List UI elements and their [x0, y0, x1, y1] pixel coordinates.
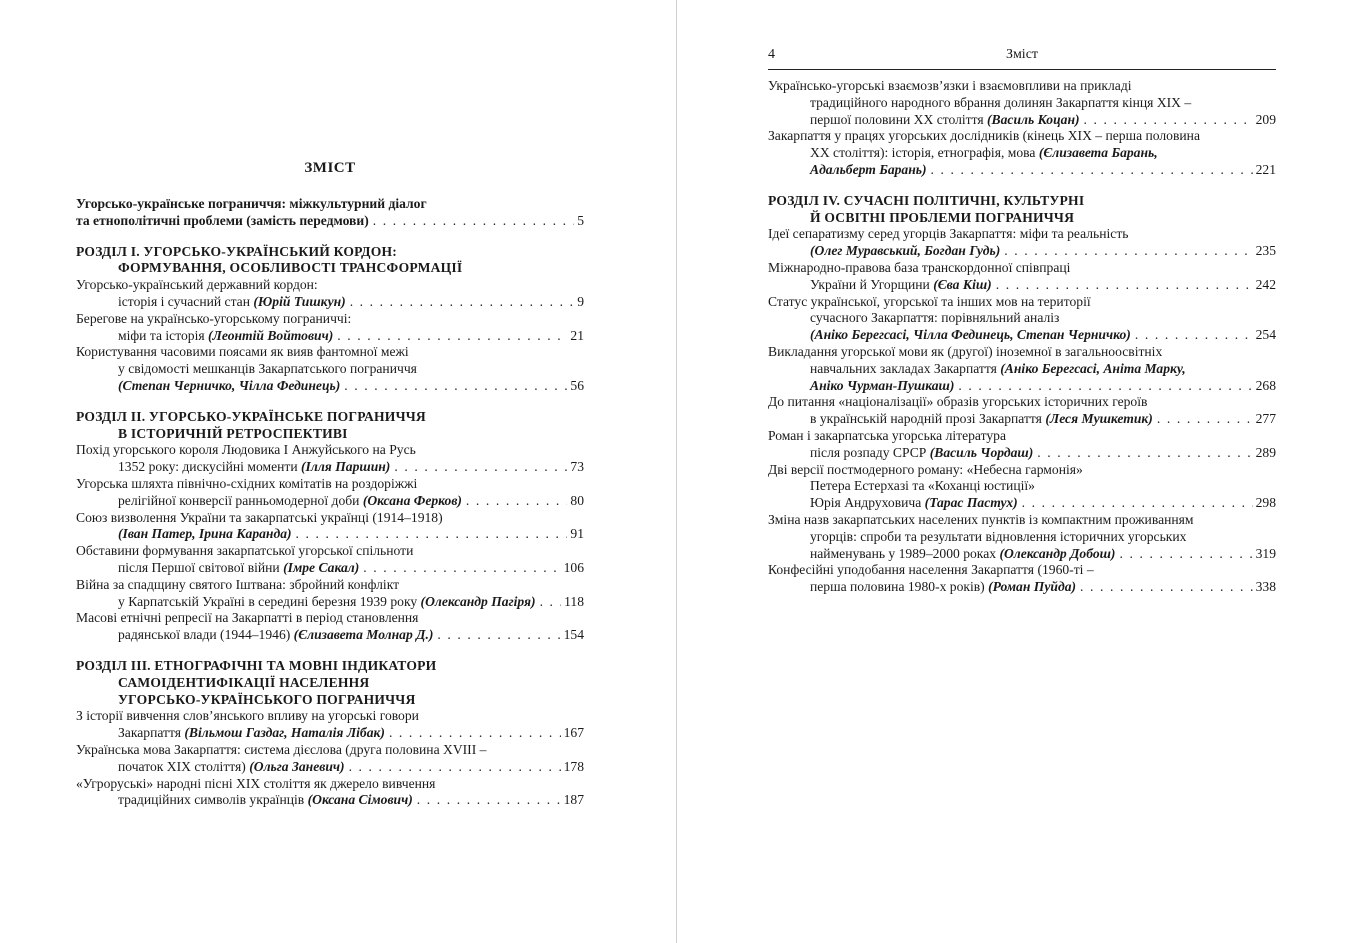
toc-entry-title-end: Закарпаття — [118, 725, 185, 741]
toc-leader-dots — [340, 378, 567, 395]
toc-entry[interactable] — [76, 510, 584, 544]
toc-entry-last-line — [76, 459, 584, 476]
toc-entry-author: (Степан Черничко, Чілла Фединець) — [118, 377, 341, 393]
toc-entry-text — [810, 445, 1033, 462]
toc-entry-page[interactable]: 254 — [1255, 327, 1276, 343]
toc-entry-last-line — [768, 277, 1276, 294]
toc-entry-last-line — [76, 294, 584, 311]
toc-entry-text — [118, 792, 413, 809]
toc-entry[interactable] — [768, 78, 1276, 128]
toc-entry-line: сучасного Закарпаття: порівняльний аналіз — [810, 310, 1060, 326]
toc-entry-page[interactable]: 242 — [1255, 276, 1276, 292]
toc-entry-author: (Василь Коцан) — [987, 111, 1080, 127]
toc-entry-page[interactable]: 118 — [564, 593, 584, 609]
toc-entry-author: (Ілля Паршин) — [301, 459, 391, 475]
toc-entry-page[interactable]: 5 — [577, 212, 584, 228]
toc-entry-title-end: в українській народній прозі Закарпаття — [810, 411, 1046, 427]
toc-entry-text — [118, 725, 385, 742]
toc-entry-text — [810, 579, 1076, 596]
toc-entry-line: Міжнародно-правова база транскордонної співпраці — [768, 259, 1071, 275]
toc-entry-line: XX століття): історія, етнографія, мова (Єлизавета Барань, — [810, 145, 1158, 161]
toc-entry-text — [810, 327, 1131, 344]
toc-entry-page[interactable]: 298 — [1255, 495, 1276, 511]
toc-entry-author: (Аніко Берегсасі, Чілла Фединець, Степан Черничко) — [810, 327, 1131, 343]
toc-leader-dots — [413, 792, 561, 809]
toc-entry-page[interactable]: 9 — [577, 293, 584, 309]
right-page — [677, 0, 1350, 943]
toc-entry-text — [118, 759, 345, 776]
toc-entry-title-end: перша половина 1980-х років) — [810, 579, 989, 595]
toc-leader-dots — [359, 560, 560, 577]
toc-entry-title-end: найменувань у 1989–2000 роках — [810, 545, 1000, 561]
toc-leader-dots — [992, 277, 1253, 294]
toc-entry-page[interactable]: 56 — [570, 377, 584, 393]
toc-entry-line: Союз визволення України та закарпатські українці (1914–1918) — [76, 509, 443, 525]
toc-entry-last-line — [768, 327, 1276, 344]
toc-entry-author: (Оксана Ферков) — [362, 492, 462, 508]
toc-entry-title-end: після Першої світової війни — [118, 559, 284, 575]
toc-entry[interactable] — [768, 462, 1276, 512]
running-title: Зміст — [1005, 47, 1039, 62]
toc-entry-last-line — [768, 495, 1276, 512]
toc-entry-last-line — [76, 759, 584, 776]
toc-entry-author: (Олександр Добош) — [999, 545, 1116, 561]
toc-leader-dots — [292, 526, 568, 543]
toc-entry-line: Обставини формування закарпатської угорської спільноти — [76, 543, 414, 559]
toc-entry[interactable] — [768, 128, 1276, 178]
toc-leader-dots — [1115, 546, 1252, 563]
toc-entry-last-line — [768, 546, 1276, 563]
toc-entry[interactable] — [76, 277, 584, 311]
toc-entry[interactable] — [768, 428, 1276, 462]
toc-entry-author: (Єлизавета Молнар Д.) — [293, 627, 434, 643]
toc-entry-text — [810, 277, 992, 294]
toc-entry-text — [118, 294, 346, 311]
toc-leader-dots — [345, 759, 561, 776]
toc-entry-page[interactable]: 106 — [563, 559, 584, 575]
toc-entry-line: Викладання угорської мови як (другої) іноземної в загальноосвітніх — [768, 343, 1163, 359]
toc-entry-text — [810, 243, 1000, 260]
running-header — [768, 47, 1276, 70]
toc-entry[interactable] — [768, 260, 1276, 294]
toc-leader-dots — [1076, 579, 1253, 596]
toc-entry[interactable] — [76, 742, 584, 776]
toc-entry-text — [118, 459, 390, 476]
toc-intro-line: Угорсько-українське пограниччя: міжкультурний діалог — [76, 196, 427, 211]
toc-entry-author: (Роман Пуйда) — [988, 579, 1077, 595]
toc-entry-page[interactable]: 289 — [1255, 444, 1276, 460]
toc-entry-page[interactable]: 167 — [563, 725, 584, 741]
toc-entry-page[interactable]: 235 — [1255, 243, 1276, 259]
toc-entry[interactable] — [76, 442, 584, 476]
toc-entry-text — [118, 594, 536, 611]
toc-entry[interactable] — [768, 512, 1276, 562]
page-number: 4 — [768, 47, 775, 62]
toc-leader-dots — [1131, 327, 1253, 344]
toc-title: ЗМІСТ — [304, 160, 356, 176]
toc-entry[interactable] — [76, 543, 584, 577]
toc-entry-last-line — [768, 243, 1276, 260]
toc-entry-author: (Вільмош Газдаг, Наталія Лібак) — [184, 725, 385, 741]
toc-entry-last-line — [76, 526, 584, 543]
toc-entry-author: (Єва Кіш) — [933, 276, 992, 292]
toc-leader-dots — [369, 213, 574, 230]
toc-entry-author: (Імре Сакал) — [283, 559, 360, 575]
toc-entry-last-line — [76, 627, 584, 644]
toc-entry-author: (Оксана Сімович) — [307, 792, 413, 808]
toc-intro-last-line — [76, 213, 584, 230]
section-heading-line: РОЗДІЛ IV. СУЧАСНІ ПОЛІТИЧНІ, КУЛЬТУРНІ — [768, 192, 1085, 208]
toc-entry[interactable] — [768, 344, 1276, 394]
section-heading-line: В ІСТОРИЧНІЙ РЕТРОСПЕКТИВІ — [118, 425, 348, 441]
toc-entry-last-line — [76, 493, 584, 510]
toc-entry-title-end: радянської влади (1944–1946) — [118, 627, 294, 643]
toc-entry-line: Роман і закарпатська угорська література — [768, 427, 1007, 443]
toc-entry-line: Статус української, угорської та інших мов на території — [768, 293, 1091, 309]
toc-entry-page[interactable]: 91 — [570, 526, 584, 542]
toc-entry-author: (Юрій Тишкун) — [253, 293, 346, 309]
toc-entry-line: навчальних закладах Закарпаття (Аніко Берегсасі, Аніта Марку, — [810, 360, 1186, 376]
toc-leader-dots — [462, 493, 567, 510]
toc-entry-line: Похід угорського короля Людовика I Анжуйського на Русь — [76, 442, 416, 458]
section-heading-line: РОЗДІЛ I. УГОРСЬКО-УКРАЇНСЬКИЙ КОРДОН: — [76, 243, 398, 259]
toc-entry-author: (Олександр Пагіря) — [420, 593, 536, 609]
toc-entry[interactable] — [76, 708, 584, 742]
toc-entry[interactable] — [76, 311, 584, 345]
toc-entry-last-line — [768, 445, 1276, 462]
toc-entry-last-line — [76, 378, 584, 395]
toc-entry-text — [810, 378, 954, 395]
toc-entry-line: Українсько-угорські взаємозв’язки і взаємовпливи на прикладі — [768, 78, 1132, 93]
toc-entry-text — [118, 526, 292, 543]
toc-entry-title-end: першої половини XX століття — [810, 111, 988, 127]
toc-leader-dots — [346, 294, 575, 311]
toc-entry-last-line — [76, 594, 584, 611]
toc-entry-text — [810, 112, 1080, 129]
toc-entry[interactable] — [768, 394, 1276, 428]
toc-leader-dots — [1153, 411, 1253, 428]
toc-entry-title-end: традиційних символів українців — [118, 792, 308, 808]
toc-leader-dots — [390, 459, 567, 476]
toc-entry-line: Конфесійні уподобання населення Закарпаття (1960-ті – — [768, 562, 1094, 578]
toc-leader-dots — [954, 378, 1252, 395]
toc-entry-last-line — [768, 112, 1276, 129]
toc-entry-author: (Василь Чордаш) — [929, 444, 1034, 460]
toc-entry-title-end: історія і сучасний стан — [118, 293, 254, 309]
section-heading-line: РОЗДІЛ II. УГОРСЬКО-УКРАЇНСЬКЕ ПОГРАНИЧЧЯ — [76, 408, 426, 424]
toc-entry[interactable] — [76, 577, 584, 611]
toc-entry-page[interactable]: 221 — [1255, 161, 1276, 177]
section-heading-line: Й ОСВІТНІ ПРОБЛЕМИ ПОГРАНИЧЧЯ — [810, 209, 1075, 225]
toc-entry-text — [118, 493, 462, 510]
toc-entry-last-line — [76, 725, 584, 742]
section-heading-line: ФОРМУВАННЯ, ОСОБЛИВОСТІ ТРАНСФОРМАЦІЇ — [118, 260, 463, 276]
toc-entry-author: (Тарас Пастух) — [924, 495, 1018, 511]
toc-entry-line: Війна за спадщину святого Іштвана: збройний конфлікт — [76, 576, 400, 592]
toc-entry-page[interactable]: 277 — [1255, 411, 1276, 427]
toc-entry-title-end: у Карпатській Україні в середині березня 1939 року — [118, 593, 421, 609]
toc-entry-line: Ідеї сепаратизму серед угорців Закарпаття: міфи та реальність — [768, 226, 1129, 242]
toc-entry-last-line — [768, 411, 1276, 428]
toc-entry-page[interactable]: 73 — [570, 459, 584, 475]
toc-entry-line: Петера Естерхазі та «Коханці юстиції» — [810, 478, 1035, 494]
toc-entry[interactable] — [76, 776, 584, 810]
toc-leader-dots — [333, 328, 567, 345]
toc-entry-last-line — [768, 162, 1276, 179]
section-heading — [76, 409, 584, 443]
left-toc-column — [76, 196, 584, 809]
toc-entry[interactable] — [768, 562, 1276, 596]
toc-entry-title-end: релігійної конверсії ранньомодерної доби — [118, 492, 363, 508]
section-heading — [76, 658, 584, 708]
toc-entry-line: Дві версії постмодерного роману: «Небесна гармонія» — [768, 461, 1083, 477]
toc-entry-line: З історії вивчення слов’янського впливу на угорські говори — [76, 708, 419, 724]
toc-entry[interactable] — [76, 476, 584, 510]
toc-entry-line: Зміна назв закарпатських населених пунктів із компактним проживанням — [768, 511, 1194, 527]
toc-entry-line: До питання «націоналізації» образів угорських історичних героїв — [768, 394, 1148, 410]
toc-entry-line: угорців: спроби та результати відновлення історичних угорських — [810, 528, 1187, 544]
toc-entry-line: Берегове на українсько-угорському пограниччі: — [76, 310, 352, 326]
toc-leader-dots — [1033, 445, 1252, 462]
toc-entry-text — [118, 328, 333, 345]
toc-entry-page[interactable]: 209 — [1255, 111, 1276, 127]
toc-entry-text — [810, 495, 1018, 512]
toc-intro-text: та етнополітичні проблеми (замість передмови) — [76, 212, 369, 228]
toc-entry-title-end: початок XIX століття) — [118, 758, 250, 774]
toc-entry-line: Масові етнічні репресії на Закарпатті в період становлення — [76, 610, 419, 626]
toc-entry-author: (Ольга Заневич) — [249, 758, 345, 774]
toc-entry-last-line — [768, 579, 1276, 596]
right-toc-column — [768, 78, 1276, 596]
toc-entry-page[interactable]: 21 — [570, 327, 584, 343]
toc-entry-line: у свідомості мешканців Закарпатського пограниччя — [118, 361, 417, 377]
toc-entry[interactable] — [76, 344, 584, 394]
toc-entry-text — [810, 411, 1153, 428]
toc-entry-page[interactable]: 80 — [570, 492, 584, 508]
toc-entry-page[interactable]: 154 — [563, 627, 584, 643]
toc-entry-last-line — [768, 378, 1276, 395]
toc-entry-text — [118, 378, 340, 395]
toc-entry-line: Користування часовими поясами як вияв фантомної межі — [76, 344, 409, 360]
toc-entry-author: Аніко Чурман-Пушкаш) — [810, 377, 955, 393]
toc-entry-author: (Леонтій Войтович) — [208, 327, 334, 343]
toc-entry-page[interactable]: 319 — [1255, 545, 1276, 561]
toc-entry-text — [810, 546, 1115, 563]
section-heading-line: САМОІДЕНТИФІКАЦІЇ НАСЕЛЕННЯ — [118, 674, 370, 690]
toc-entry-line: Угорсько-український державний кордон: — [76, 277, 318, 293]
toc-entry[interactable] — [768, 294, 1276, 344]
toc-entry-line: Закарпаття у працях угорських дослідників (кінець XIX – перша половина — [768, 128, 1200, 144]
toc-leader-dots — [536, 594, 562, 611]
toc-entry-page[interactable]: 178 — [563, 758, 584, 774]
toc-entry-title-end: міфи та історія — [118, 327, 208, 343]
toc-entry-last-line — [76, 328, 584, 345]
toc-entry-text — [810, 162, 927, 179]
toc-entry-line: Угорська шляхта північно-східних комітатів на роздоріжжі — [76, 475, 418, 491]
section-heading-line: РОЗДІЛ III. ЕТНОГРАФІЧНІ ТА МОВНІ ІНДИКАТОРИ — [76, 657, 437, 673]
toc-entry-text — [118, 627, 433, 644]
toc-leader-dots — [1000, 243, 1252, 260]
toc-entry[interactable] — [768, 226, 1276, 260]
toc-entry-author: (Леся Мушкетик) — [1045, 411, 1153, 427]
toc-leader-dots — [1080, 112, 1253, 129]
toc-entry-title-end: після розпаду СРСР — [810, 444, 930, 460]
toc-entry-page[interactable]: 268 — [1255, 377, 1276, 393]
toc-leader-dots — [927, 162, 1253, 179]
toc-entry-author: (Іван Патер, Ірина Каранда) — [118, 526, 292, 542]
toc-leader-dots — [385, 725, 561, 742]
toc-entry-line: традиційного народного вбрання долинян Закарпаття кінця XIX – — [810, 94, 1192, 110]
toc-entry-line: Українська мова Закарпаття: система дієслова (друга половина XVIII – — [76, 741, 487, 757]
section-heading-line: УГОРСЬКО-УКРАЇНСЬКОГО ПОГРАНИЧЧЯ — [118, 691, 416, 707]
toc-leader-dots — [433, 627, 560, 644]
section-heading — [76, 244, 584, 278]
toc-entry-last-line — [76, 560, 584, 577]
toc-entry-title-end: України й Угорщини — [810, 276, 934, 292]
toc-entry-line: «Угроруські» народні пісні XIX століття як джерело вивчення — [76, 775, 436, 791]
toc-entry-author: Адальберт Барань) — [810, 161, 927, 177]
section-heading — [768, 193, 1276, 227]
toc-entry-title-end: Юрія Андруховича — [810, 495, 925, 511]
toc-entry-author: (Олег Муравський, Богдан Гудь) — [810, 243, 1001, 259]
toc-entry-text — [118, 560, 359, 577]
toc-leader-dots — [1018, 495, 1253, 512]
toc-entry[interactable] — [76, 610, 584, 644]
toc-entry-title-end: 1352 року: дискусійні моменти — [118, 459, 302, 475]
toc-entry-last-line — [76, 792, 584, 809]
toc-entry-page[interactable]: 338 — [1255, 579, 1276, 595]
toc-entry-page[interactable]: 187 — [563, 792, 584, 808]
toc-intro-entry[interactable] — [76, 196, 584, 230]
